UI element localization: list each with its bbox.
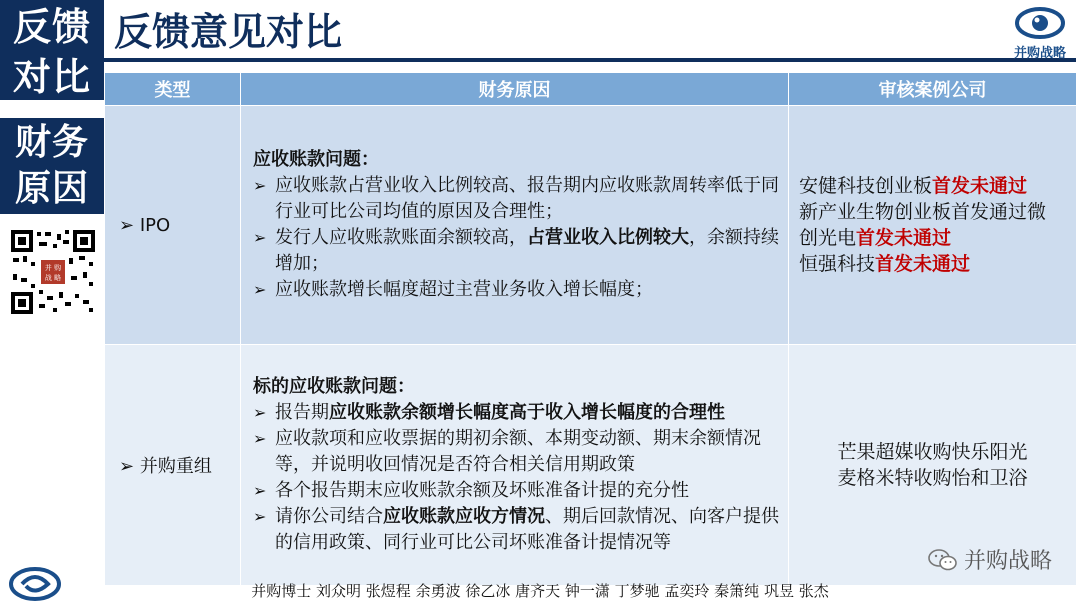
reason-cell <box>241 106 789 345</box>
qr-code-icon <box>9 228 97 316</box>
company-line: 麦格米特收购怡和卫浴 <box>837 467 1028 489</box>
sidebar-section-line2: 原因 <box>14 168 89 209</box>
column-header-type: 类型 <box>105 73 241 106</box>
sidebar-title-line1: 反馈 <box>12 5 91 49</box>
bullet-arrow-icon: ➢ <box>253 228 267 247</box>
bullet-arrow-icon: ➢ <box>253 429 267 448</box>
company-line: 新产业生物创业板首发通过微 <box>799 201 1047 223</box>
list-item: ➢ 发行人应收账款账面余额较高，占营业收入比例较大，余额持续增加； <box>253 227 779 274</box>
wechat-icon <box>928 548 958 572</box>
comparison-table <box>104 72 1077 586</box>
reason-heading: 标的应收账款问题： <box>253 376 415 397</box>
list-item: ➢ 请你公司结合应收账款应收方情况、期后回款情况、向客户提供的信用政策、同行业可比公司坏账准备计提情况等 <box>253 506 779 553</box>
reason-heading: 应收账款问题： <box>253 149 379 170</box>
bullet-arrow-icon: ➢ <box>253 176 267 195</box>
reason-cell <box>241 345 789 586</box>
company-line: 恒强科技首发未通过 <box>799 253 971 275</box>
footer-authors: 并购博士 刘众明 张煜程 余勇波 徐乙冰 唐齐天 钟一潇 丁梦驰 孟奕玲 秦箫纯 巩昱 张杰 <box>251 582 829 600</box>
svg-text:并 购: 并 购 <box>44 264 62 272</box>
list-item: ➢ 应收款项和应收票据的期初余额、本期变动额、期末余额情况等，并说明收回情况是否符合相关信用期政策 <box>253 428 761 475</box>
list-item: ➢ 应收账款增长幅度超过主营业务收入增长幅度； <box>253 277 780 303</box>
bullet-arrow-icon: ➢ <box>119 214 135 236</box>
type-cell <box>105 345 241 586</box>
bullet-arrow-icon: ➢ <box>253 403 267 422</box>
company-line: 芒果超媒收购快乐阳光 <box>837 441 1028 463</box>
sidebar-section-line1: 财务 <box>14 122 89 163</box>
table-row <box>105 106 1077 345</box>
sidebar-title-block <box>0 0 104 100</box>
column-header-companies: 审核案例公司 <box>789 73 1077 106</box>
title-underline <box>104 58 1076 62</box>
list-item: ➢ 报告期应收账款余额增长幅度高于收入增长幅度的合理性 <box>253 400 780 426</box>
bullet-arrow-icon: ➢ <box>253 280 267 299</box>
page-title: 反馈意见对比 <box>114 10 343 54</box>
bullet-arrow-icon: ➢ <box>119 456 135 477</box>
type-label: IPO <box>139 214 171 236</box>
list-item: ➢ 各个报告期末应收账款余额及坏账准备计提的充分性 <box>253 478 780 504</box>
brand-logo-text: 并购战略 <box>1013 46 1066 61</box>
bullet-arrow-icon: ➢ <box>253 507 267 526</box>
eye-logo-icon <box>1015 6 1065 40</box>
bullet-arrow-icon: ➢ <box>253 481 267 500</box>
wechat-account-name: 并购战略 <box>963 549 1052 574</box>
list-item: ➢ 应收账款占营业收入比例较高、报告期内应收账款周转率低于同行业可比公司均值的原因及合理性； <box>253 175 779 222</box>
column-header-reason: 财务原因 <box>241 73 789 106</box>
company-line: 安健科技创业板首发未通过 <box>799 175 1028 197</box>
sidebar-section-block <box>0 118 104 214</box>
type-label: 并购重组 <box>139 456 212 477</box>
wechat-watermark <box>928 544 1052 575</box>
sidebar-title-line2: 对比 <box>12 55 91 99</box>
reason-list <box>253 400 780 556</box>
svg-text:战 略: 战 略 <box>44 274 62 282</box>
reason-list <box>253 173 780 303</box>
table-header-row <box>105 73 1077 106</box>
brand-logo <box>1008 6 1072 61</box>
type-cell <box>105 106 241 345</box>
companies-cell <box>789 106 1077 345</box>
company-line: 创光电首发未通过 <box>799 227 952 249</box>
